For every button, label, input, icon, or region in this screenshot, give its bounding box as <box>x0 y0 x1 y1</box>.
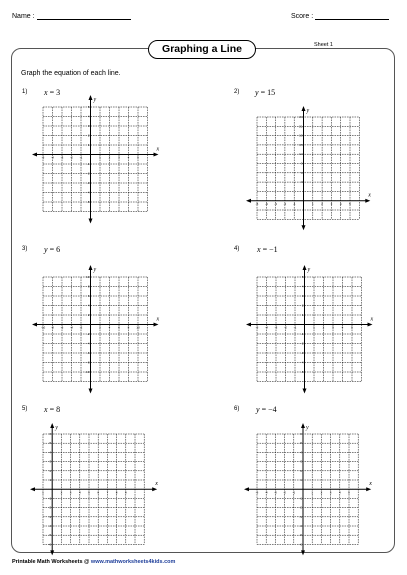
y-tick-label: -5 <box>86 200 90 204</box>
problem-4-number: 4) <box>234 246 240 252</box>
score-field <box>291 13 389 20</box>
x-tick-label: 6 <box>97 490 100 495</box>
y-tick-label: 4 <box>300 450 302 455</box>
x-tick-label: 4 <box>127 155 130 160</box>
problem-3-equation <box>44 245 60 254</box>
x-tick-label: -2 <box>283 201 287 206</box>
y-tick-label: 8 <box>87 284 90 289</box>
problem-5-number: 5) <box>22 406 28 412</box>
x-tick-label: 8 <box>115 490 118 495</box>
x-tick-label: -5 <box>255 325 259 330</box>
x-axis-arrow-left-icon <box>32 323 37 327</box>
y-axis-letter: y <box>307 267 311 273</box>
y-tick-label: 4 <box>87 114 90 119</box>
problem-6-number: 6) <box>234 406 240 412</box>
y-tick-label: -4 <box>299 524 302 528</box>
x-tick-label: 3 <box>69 490 72 495</box>
y-tick-label: -3 <box>48 514 52 519</box>
y-tick-label: -1 <box>48 496 52 501</box>
problem-1-graph <box>31 95 160 224</box>
x-tick-label: -4 <box>51 155 54 160</box>
x-tick-label: -4 <box>264 490 268 495</box>
y-axis-arrow-up-icon <box>50 423 54 428</box>
y-tick-label: 3 <box>300 459 302 464</box>
x-axis-arrow-right-icon <box>154 153 159 157</box>
y-axis-arrow-down-icon <box>89 219 93 224</box>
x-axis-letter: x <box>156 316 160 323</box>
y-tick-label: 1 <box>300 478 302 482</box>
problem-2-variable: y <box>255 88 259 97</box>
footer-url[interactable]: www.mathworksheets4kids.com <box>90 559 176 565</box>
x-tick-label: -3 <box>274 201 277 206</box>
x-tick-label: 4 <box>341 325 344 330</box>
problem-2-rhs: = 15 <box>258 88 276 97</box>
y-tick-label: 24 <box>299 115 303 119</box>
coordinate-grid <box>245 422 370 556</box>
coordinate-grid <box>245 105 371 231</box>
x-axis-arrow-right-icon <box>154 323 159 327</box>
x-tick-label: 1 <box>313 325 315 330</box>
x-axis-arrow-right-icon <box>365 199 370 203</box>
problem-5-variable: x <box>44 405 48 414</box>
problem-2-equation <box>255 88 275 97</box>
x-tick-label: 4 <box>108 325 111 330</box>
x-axis-arrow-left-icon <box>246 199 251 203</box>
x-tick-label: -1 <box>79 155 83 160</box>
y-axis-arrow-up-icon <box>89 265 93 270</box>
x-tick-label: 9 <box>124 490 127 495</box>
y-tick-label: -6 <box>48 542 52 547</box>
x-tick-label: -2 <box>284 325 287 330</box>
problem-6-graph <box>245 422 370 556</box>
y-tick-label: 6 <box>49 432 52 436</box>
y-tick-label: -2 <box>86 332 90 336</box>
y-tick-label: 3 <box>301 294 304 298</box>
y-tick-label: -5 <box>299 533 302 538</box>
x-tick-label: 10 <box>136 325 140 330</box>
problem-6-rhs: = −4 <box>259 405 277 414</box>
x-tick-label: 2 <box>99 325 101 330</box>
x-tick-label: 4 <box>339 201 342 206</box>
x-tick-label: -1 <box>292 490 296 495</box>
problem-3-number: 3) <box>22 246 28 252</box>
y-tick-label: 2 <box>301 303 304 308</box>
y-tick-label: 1 <box>301 313 304 317</box>
score-label: Score : <box>291 13 314 20</box>
x-tick-label: 4 <box>338 490 341 495</box>
y-tick-label: 6 <box>300 170 303 175</box>
x-tick-label: -1 <box>292 201 296 206</box>
y-axis-letter: y <box>306 425 309 431</box>
x-tick-label: -6 <box>60 325 64 330</box>
coordinate-grid <box>31 95 160 224</box>
y-tick-label: -8 <box>86 360 90 365</box>
name-line <box>37 19 131 20</box>
y-tick-label: 9 <box>300 161 303 166</box>
y-tick-label: 15 <box>299 142 303 147</box>
problem-4-graph <box>245 265 374 394</box>
y-tick-label: -4 <box>86 341 90 346</box>
y-tick-label: 4 <box>49 450 52 455</box>
problem-4-variable: x <box>257 245 261 254</box>
grid-lines <box>40 277 148 382</box>
x-tick-label: -4 <box>264 201 268 206</box>
y-tick-label: -3 <box>299 514 302 519</box>
problem-5-rhs: = 8 <box>47 405 61 414</box>
x-axis-letter: x <box>155 481 158 488</box>
coordinate-grid <box>31 422 156 556</box>
x-tick-label: -2 <box>79 325 83 330</box>
x-tick-label: 3 <box>330 201 333 206</box>
x-axis-letter: x <box>368 192 371 199</box>
x-tick-label: 6 <box>118 325 120 330</box>
problem-2-number: 2) <box>234 89 240 95</box>
x-tick-label: 2 <box>322 325 325 330</box>
x-tick-label: 5 <box>349 201 351 206</box>
y-tick-label: 5 <box>87 105 90 109</box>
y-axis-arrow-down-icon <box>303 389 307 394</box>
x-tick-label: 5 <box>351 325 353 330</box>
y-axis-arrow-down-icon <box>89 389 93 394</box>
x-axis-arrow-left-icon <box>244 487 249 491</box>
x-axis-letter: x <box>370 316 374 323</box>
y-axis-arrow-down-icon <box>302 225 306 230</box>
y-tick-label: 3 <box>49 459 52 464</box>
x-tick-label: -5 <box>41 155 45 160</box>
y-tick-label: -5 <box>48 533 52 538</box>
worksheet-title: Graphing a Line <box>148 40 256 59</box>
x-tick-label: 3 <box>332 325 334 330</box>
x-tick-label: -5 <box>255 490 259 495</box>
sheet-label: Sheet 1 <box>314 42 333 48</box>
footer-prefix: Printable Math Worksheets @ <box>12 559 91 565</box>
problem-3-graph <box>31 265 160 394</box>
x-tick-label: -3 <box>274 325 278 330</box>
y-tick-label: 1 <box>49 478 52 482</box>
y-tick-label: -10 <box>85 370 90 374</box>
y-tick-label: -6 <box>299 542 302 547</box>
y-axis-letter: y <box>306 108 310 114</box>
problem-6-equation <box>256 405 277 414</box>
x-tick-label: 2 <box>108 155 111 160</box>
problem-1-number: 1) <box>22 89 28 95</box>
x-tick-label: -4 <box>70 325 73 330</box>
y-tick-label: 6 <box>87 294 90 298</box>
y-tick-label: 4 <box>301 284 304 289</box>
name-field <box>12 13 131 20</box>
coordinate-grid <box>245 265 374 394</box>
y-tick-label: -4 <box>86 190 90 195</box>
y-tick-label: 2 <box>49 468 52 473</box>
x-tick-label: -3 <box>60 155 64 160</box>
y-tick-label: -6 <box>86 351 90 355</box>
y-tick-label: 21 <box>299 124 303 129</box>
x-tick-label: 7 <box>106 490 109 495</box>
y-axis-arrow-up-icon <box>301 423 305 428</box>
x-tick-label: -5 <box>255 201 259 206</box>
y-tick-label: -3 <box>86 181 90 185</box>
y-tick-label: -2 <box>86 171 90 176</box>
y-axis-letter: y <box>93 97 97 103</box>
instructions: Graph the equation of each line. <box>21 70 121 77</box>
grid-lines <box>257 277 362 382</box>
y-tick-label: -4 <box>300 360 304 365</box>
y-axis-arrow-down-icon <box>50 550 54 555</box>
x-tick-label: 5 <box>137 155 139 160</box>
x-tick-label: 3 <box>329 490 332 495</box>
y-tick-label: 1 <box>87 143 90 147</box>
problem-1-variable: x <box>44 88 48 97</box>
x-tick-label: 3 <box>118 155 120 160</box>
y-tick-label: 4 <box>87 303 90 308</box>
y-tick-label: -4 <box>48 524 52 528</box>
y-tick-label: 10 <box>86 275 90 279</box>
y-axis-arrow-up-icon <box>303 265 307 270</box>
x-axis-letter: x <box>156 146 160 153</box>
x-tick-label: 2 <box>321 201 323 206</box>
problem-4-rhs: = −1 <box>260 245 278 254</box>
grid-lines <box>257 117 359 219</box>
x-axis-arrow-left-icon <box>32 153 37 157</box>
y-tick-label: -1 <box>300 332 304 336</box>
y-tick-label: 2 <box>87 133 90 138</box>
problem-5-graph <box>31 422 156 556</box>
problem-5-equation <box>44 405 60 414</box>
problem-6-variable: y <box>256 405 260 414</box>
problem-3-rhs: = 6 <box>47 245 61 254</box>
x-tick-label: 1 <box>42 490 44 495</box>
x-tick-label: -1 <box>293 325 297 330</box>
x-tick-label: 1 <box>311 201 314 206</box>
y-tick-label: 2 <box>87 313 90 317</box>
x-tick-label: -10 <box>40 325 46 330</box>
coordinate-grid <box>31 265 160 394</box>
x-tick-label: 1 <box>311 490 314 495</box>
grid-lines <box>43 107 148 212</box>
y-axis-letter: y <box>55 425 58 431</box>
y-tick-label: -2 <box>300 341 304 346</box>
y-tick-label: 18 <box>299 133 303 138</box>
y-axis-arrow-down-icon <box>301 550 305 555</box>
x-tick-label: 4 <box>78 490 81 495</box>
y-tick-label: -2 <box>299 505 302 510</box>
y-tick-label: 5 <box>300 441 302 446</box>
y-axis-arrow-up-icon <box>89 95 93 100</box>
y-tick-label: 3 <box>300 180 303 185</box>
y-tick-label: -3 <box>300 351 304 355</box>
y-tick-label: -2 <box>48 505 52 510</box>
x-tick-label: 2 <box>60 490 63 495</box>
y-tick-label: 2 <box>300 468 302 473</box>
x-tick-label: -3 <box>274 490 277 495</box>
x-tick-label: -8 <box>51 325 54 330</box>
y-tick-label: 5 <box>49 441 52 446</box>
x-tick-label: -2 <box>283 490 286 495</box>
x-axis-arrow-right-icon <box>368 323 373 327</box>
x-tick-label: 5 <box>88 490 90 495</box>
x-tick-label: -2 <box>70 155 73 160</box>
x-axis-letter: x <box>369 481 372 488</box>
y-tick-label: -1 <box>86 162 90 166</box>
x-tick-label: -4 <box>265 325 268 330</box>
problem-4-equation <box>257 245 278 254</box>
problem-2-graph <box>245 105 371 231</box>
x-tick-label: 1 <box>99 155 101 160</box>
y-tick-label: -1 <box>299 496 302 501</box>
x-axis-arrow-left-icon <box>30 487 35 491</box>
x-tick-label: 2 <box>320 490 323 495</box>
name-label: Name : <box>12 13 35 20</box>
problem-1-rhs: = 3 <box>47 88 61 97</box>
score-line <box>315 19 389 20</box>
y-axis-letter: y <box>93 267 97 273</box>
footer <box>12 559 175 565</box>
x-tick-label: 8 <box>127 325 130 330</box>
y-axis-arrow-up-icon <box>302 106 306 111</box>
y-tick-label: 6 <box>300 432 302 436</box>
y-tick-label: 3 <box>87 124 90 128</box>
y-tick-label: 12 <box>299 152 303 157</box>
y-tick-label: 5 <box>301 275 304 279</box>
x-tick-label: 5 <box>348 490 350 495</box>
x-axis-arrow-left-icon <box>246 323 251 327</box>
problem-3-variable: y <box>44 245 48 254</box>
y-tick-label: -5 <box>300 370 304 374</box>
